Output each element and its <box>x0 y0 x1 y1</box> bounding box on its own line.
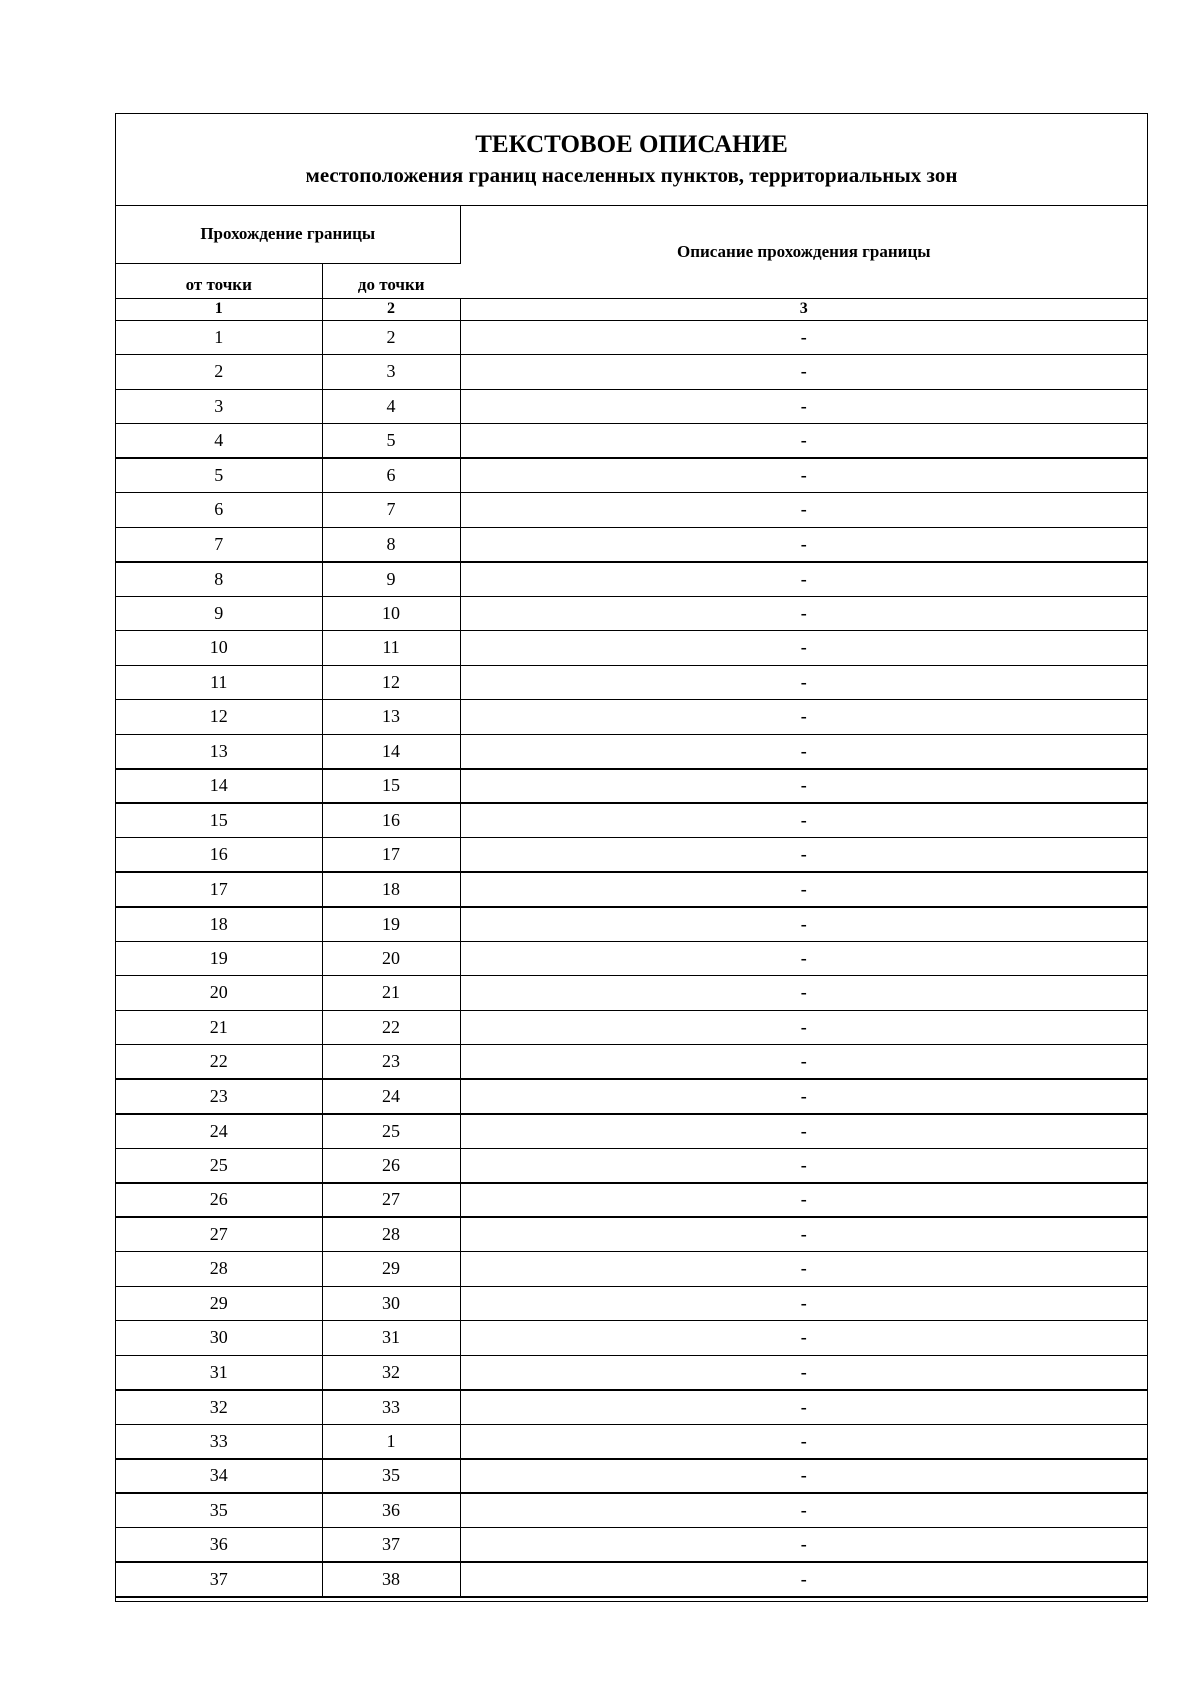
cell-from-point: 28 <box>116 1252 322 1287</box>
cell-description: - <box>460 1321 1147 1356</box>
table-row <box>116 1286 1147 1321</box>
cell-to-point: 35 <box>322 1459 460 1494</box>
cell-from-point: 4 <box>116 424 322 459</box>
cell-to-point: 22 <box>322 1010 460 1045</box>
table-row <box>116 424 1147 459</box>
table-row <box>116 1252 1147 1287</box>
cell-from-point: 12 <box>116 700 322 735</box>
cell-description: - <box>460 1252 1147 1287</box>
cell-from-point: 14 <box>116 769 322 804</box>
table-row <box>116 1493 1147 1528</box>
table-row <box>116 734 1147 769</box>
table-row <box>116 631 1147 666</box>
column-number-1: 1 <box>116 298 322 320</box>
cell-from-point: 13 <box>116 734 322 769</box>
cell-from-point: 29 <box>116 1286 322 1321</box>
cell-to-point: 9 <box>322 562 460 597</box>
cell-to-point: 24 <box>322 1079 460 1114</box>
cell-from-point: 37 <box>116 1562 322 1597</box>
cell-description: - <box>460 1355 1147 1390</box>
cell-to-point: 18 <box>322 872 460 907</box>
cell-from-point: 27 <box>116 1217 322 1252</box>
cell-from-point: 34 <box>116 1459 322 1494</box>
cell-description: - <box>460 769 1147 804</box>
table-row <box>116 976 1147 1011</box>
cell-description: - <box>460 838 1147 873</box>
cell-from-point: 17 <box>116 872 322 907</box>
cell-from-point: 33 <box>116 1424 322 1459</box>
table-row <box>116 907 1147 942</box>
table-row <box>116 872 1147 907</box>
cell-to-point: 19 <box>322 907 460 942</box>
cell-from-point: 36 <box>116 1528 322 1563</box>
cell-to-point: 7 <box>322 493 460 528</box>
cell-to-point: 15 <box>322 769 460 804</box>
table-row <box>116 1079 1147 1114</box>
cell-from-point: 25 <box>116 1148 322 1183</box>
cell-from-point: 19 <box>116 941 322 976</box>
table-row <box>116 1355 1147 1390</box>
cell-from-point: 10 <box>116 631 322 666</box>
cell-to-point: 38 <box>322 1562 460 1597</box>
cell-to-point: 21 <box>322 976 460 1011</box>
cell-description: - <box>460 493 1147 528</box>
table-row <box>116 769 1147 804</box>
cell-to-point: 11 <box>322 631 460 666</box>
cell-description: - <box>460 1390 1147 1425</box>
document-title: ТЕКСТОВОЕ ОПИСАНИЕ <box>475 131 788 158</box>
cell-from-point: 26 <box>116 1183 322 1218</box>
cell-to-point: 12 <box>322 665 460 700</box>
cell-from-point: 24 <box>116 1114 322 1149</box>
cell-from-point: 8 <box>116 562 322 597</box>
table-bottom-rule <box>116 1597 1147 1601</box>
cell-description: - <box>460 803 1147 838</box>
cell-description: - <box>460 734 1147 769</box>
cell-to-point: 25 <box>322 1114 460 1149</box>
cell-description: - <box>460 907 1147 942</box>
cell-description: - <box>460 1562 1147 1597</box>
cell-from-point: 1 <box>116 320 322 355</box>
boundary-description-sheet <box>115 113 1148 1602</box>
table-row <box>116 596 1147 631</box>
cell-from-point: 2 <box>116 355 322 390</box>
table-row <box>116 1321 1147 1356</box>
cell-to-point: 23 <box>322 1045 460 1080</box>
table-row <box>116 941 1147 976</box>
title-block <box>116 114 1147 206</box>
cell-description: - <box>460 1079 1147 1114</box>
cell-description: - <box>460 1459 1147 1494</box>
header-description: Описание прохождения границы <box>460 206 1147 298</box>
header-from-point: от точки <box>116 263 322 298</box>
table-row <box>116 1390 1147 1425</box>
cell-description: - <box>460 665 1147 700</box>
cell-description: - <box>460 1045 1147 1080</box>
cell-description: - <box>460 596 1147 631</box>
cell-to-point: 20 <box>322 941 460 976</box>
table-row <box>116 1010 1147 1045</box>
table-row <box>116 1562 1147 1597</box>
cell-from-point: 30 <box>116 1321 322 1356</box>
cell-from-point: 32 <box>116 1390 322 1425</box>
cell-description: - <box>460 1114 1147 1149</box>
table-row <box>116 389 1147 424</box>
cell-to-point: 1 <box>322 1424 460 1459</box>
cell-to-point: 3 <box>322 355 460 390</box>
cell-description: - <box>460 389 1147 424</box>
cell-description: - <box>460 1010 1147 1045</box>
cell-description: - <box>460 1493 1147 1528</box>
cell-to-point: 26 <box>322 1148 460 1183</box>
cell-description: - <box>460 320 1147 355</box>
cell-from-point: 20 <box>116 976 322 1011</box>
cell-description: - <box>460 872 1147 907</box>
cell-from-point: 18 <box>116 907 322 942</box>
table-row <box>116 320 1147 355</box>
table-row <box>116 1114 1147 1149</box>
cell-from-point: 31 <box>116 1355 322 1390</box>
table-row <box>116 458 1147 493</box>
cell-from-point: 22 <box>116 1045 322 1080</box>
cell-description: - <box>460 1528 1147 1563</box>
table-row <box>116 1528 1147 1563</box>
cell-description: - <box>460 355 1147 390</box>
cell-from-point: 23 <box>116 1079 322 1114</box>
table-row <box>116 355 1147 390</box>
table-row <box>116 803 1147 838</box>
table-row <box>116 527 1147 562</box>
column-number-2: 2 <box>322 298 460 320</box>
cell-to-point: 6 <box>322 458 460 493</box>
header-boundary-passage: Прохождение границы <box>116 206 460 263</box>
cell-description: - <box>460 941 1147 976</box>
table-row <box>116 562 1147 597</box>
cell-to-point: 36 <box>322 1493 460 1528</box>
cell-to-point: 28 <box>322 1217 460 1252</box>
table-row <box>116 1217 1147 1252</box>
cell-to-point: 17 <box>322 838 460 873</box>
cell-description: - <box>460 1148 1147 1183</box>
cell-to-point: 10 <box>322 596 460 631</box>
table-row <box>116 1183 1147 1218</box>
cell-to-point: 37 <box>322 1528 460 1563</box>
cell-description: - <box>460 1183 1147 1218</box>
header-to-point: до точки <box>322 263 460 298</box>
cell-from-point: 9 <box>116 596 322 631</box>
table-row <box>116 1148 1147 1183</box>
cell-to-point: 2 <box>322 320 460 355</box>
cell-description: - <box>460 562 1147 597</box>
cell-from-point: 15 <box>116 803 322 838</box>
cell-to-point: 32 <box>322 1355 460 1390</box>
cell-to-point: 31 <box>322 1321 460 1356</box>
table-row <box>116 1459 1147 1494</box>
boundary-table <box>116 206 1147 1597</box>
cell-to-point: 8 <box>322 527 460 562</box>
table-row <box>116 838 1147 873</box>
table-row <box>116 1424 1147 1459</box>
cell-description: - <box>460 1217 1147 1252</box>
cell-description: - <box>460 458 1147 493</box>
cell-to-point: 14 <box>322 734 460 769</box>
cell-to-point: 5 <box>322 424 460 459</box>
cell-to-point: 33 <box>322 1390 460 1425</box>
column-number-3: 3 <box>460 298 1147 320</box>
cell-to-point: 16 <box>322 803 460 838</box>
document-subtitle: местоположения границ населенных пунктов, территориальных зон <box>305 163 958 187</box>
table-row <box>116 665 1147 700</box>
cell-to-point: 30 <box>322 1286 460 1321</box>
cell-description: - <box>460 1424 1147 1459</box>
table-row <box>116 493 1147 528</box>
table-row <box>116 700 1147 735</box>
cell-description: - <box>460 976 1147 1011</box>
cell-description: - <box>460 424 1147 459</box>
cell-from-point: 3 <box>116 389 322 424</box>
cell-from-point: 21 <box>116 1010 322 1045</box>
cell-to-point: 4 <box>322 389 460 424</box>
table-body <box>116 320 1147 1597</box>
cell-from-point: 11 <box>116 665 322 700</box>
cell-to-point: 29 <box>322 1252 460 1287</box>
cell-from-point: 6 <box>116 493 322 528</box>
cell-description: - <box>460 700 1147 735</box>
cell-from-point: 7 <box>116 527 322 562</box>
cell-description: - <box>460 631 1147 666</box>
cell-from-point: 16 <box>116 838 322 873</box>
table-row <box>116 1045 1147 1080</box>
cell-from-point: 35 <box>116 1493 322 1528</box>
cell-description: - <box>460 527 1147 562</box>
cell-to-point: 27 <box>322 1183 460 1218</box>
cell-from-point: 5 <box>116 458 322 493</box>
cell-description: - <box>460 1286 1147 1321</box>
cell-to-point: 13 <box>322 700 460 735</box>
